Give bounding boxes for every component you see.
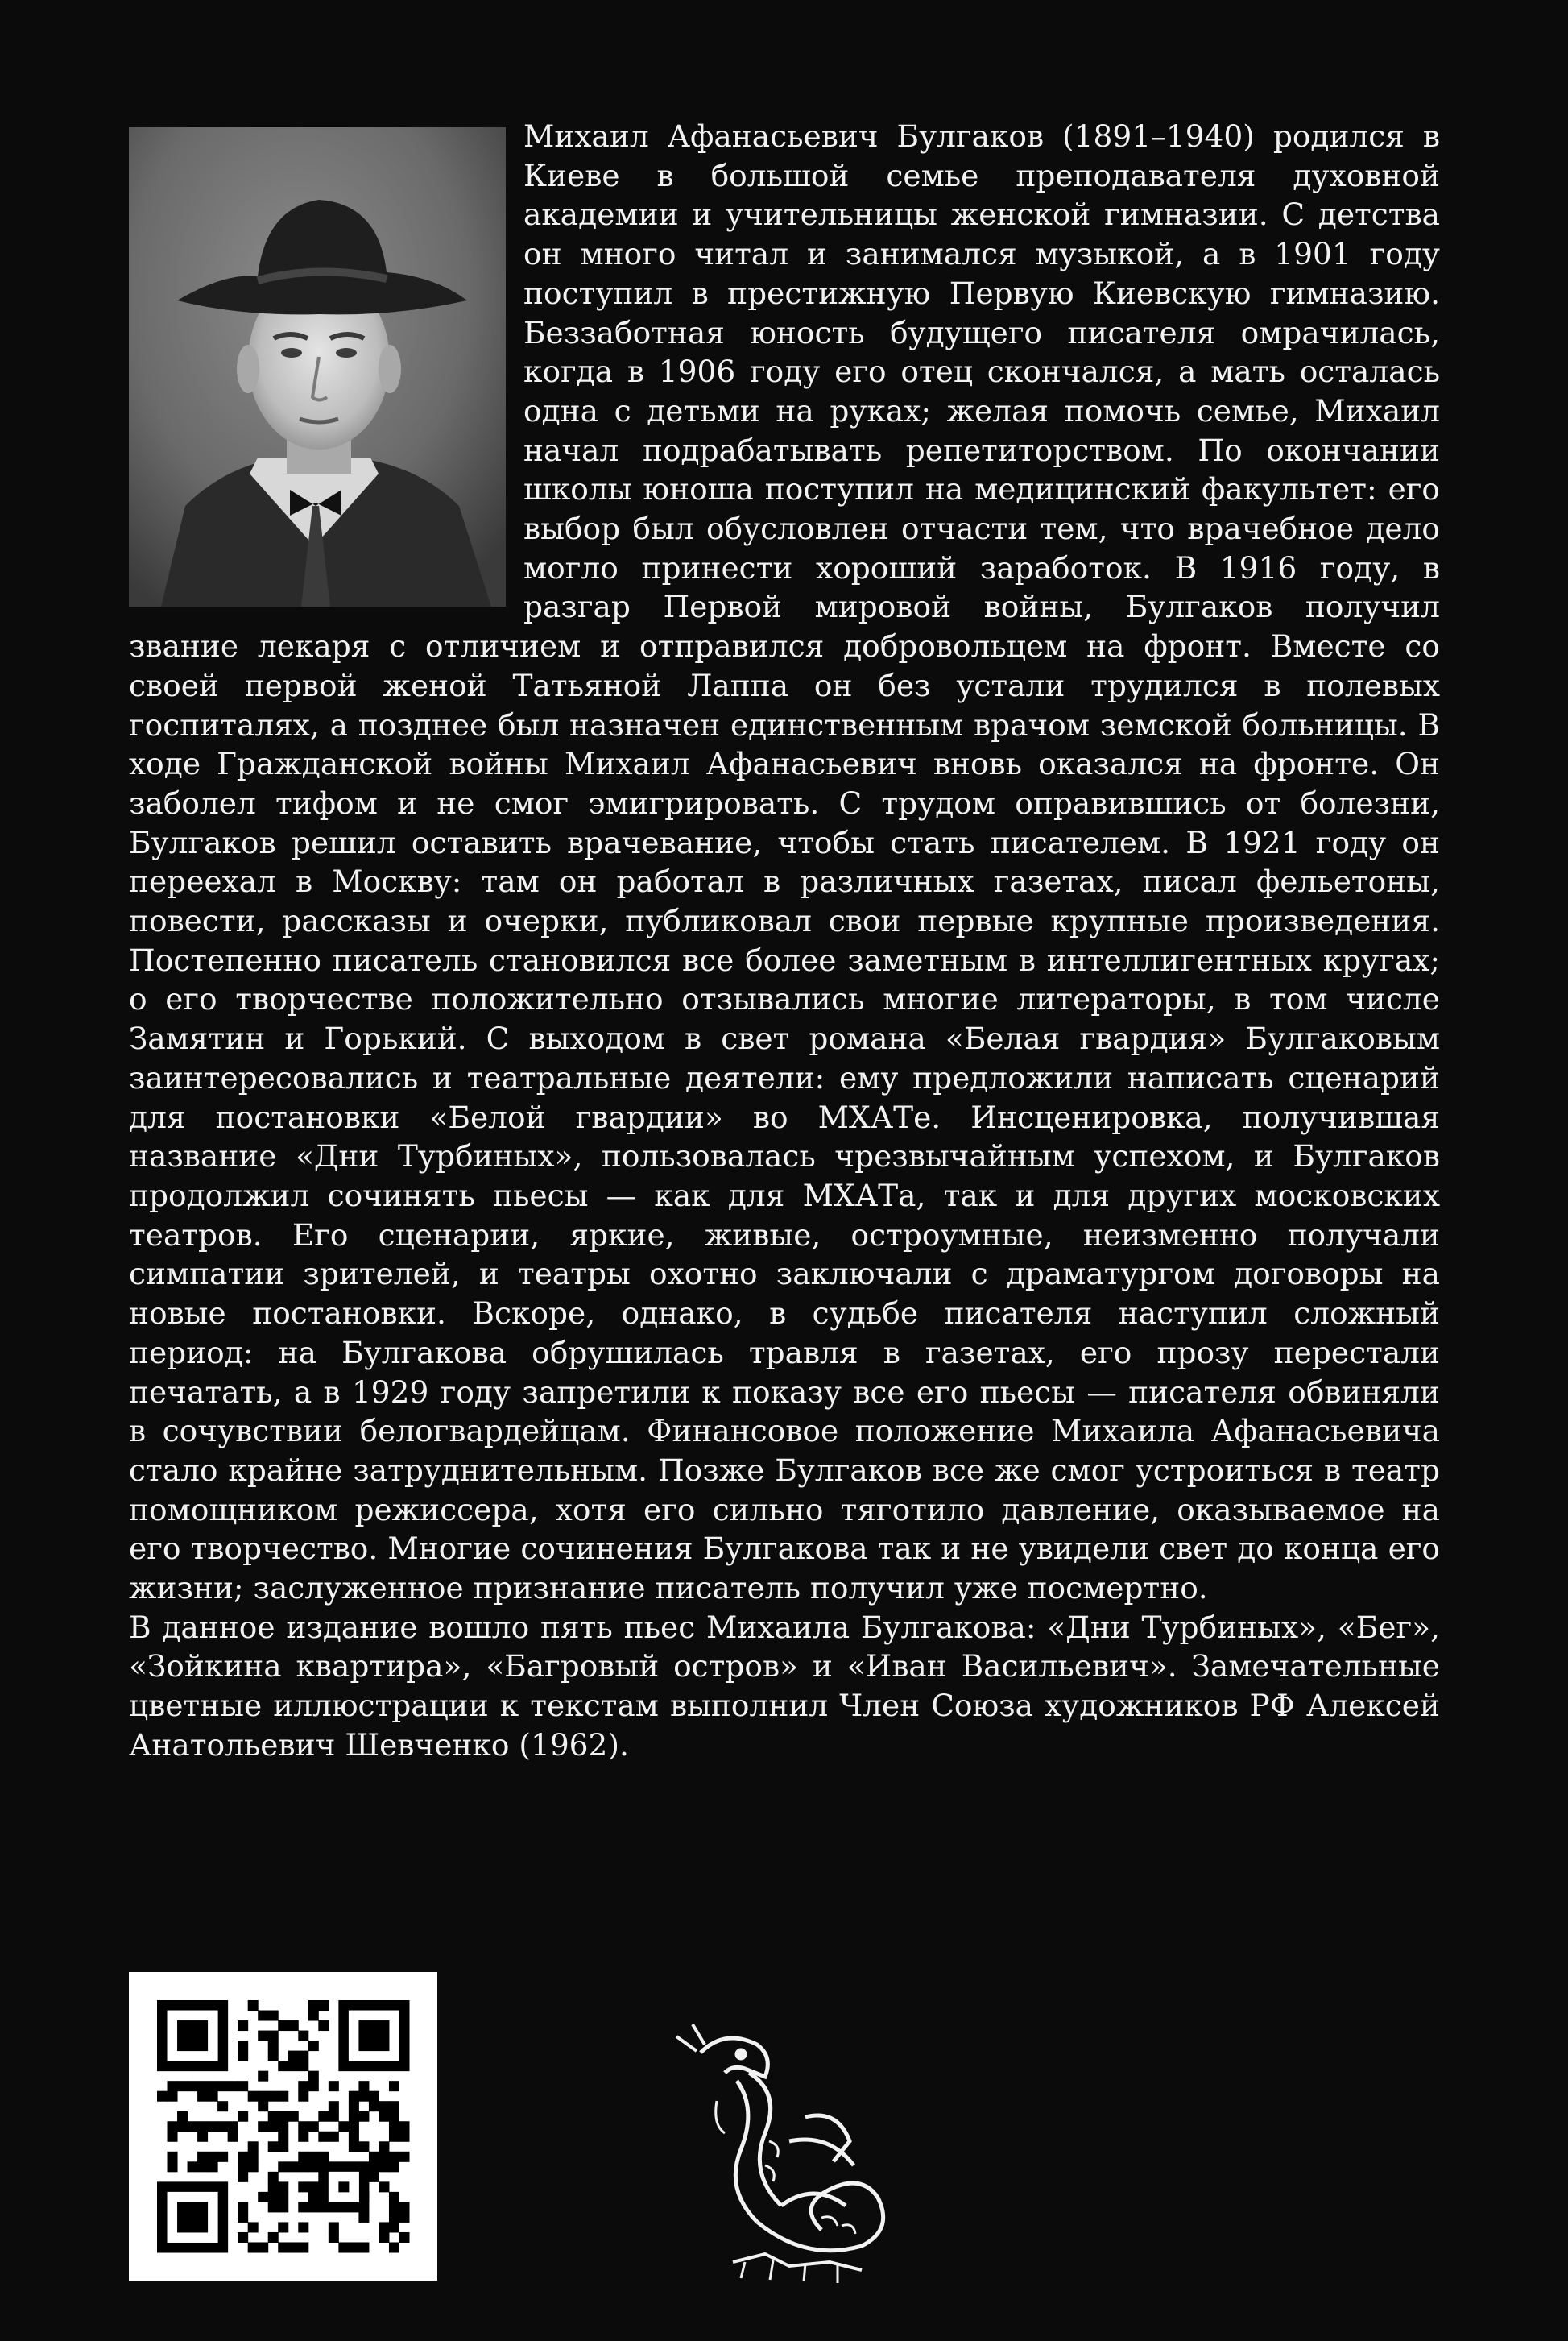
qr-code xyxy=(129,1972,437,2281)
edition-paragraph: В данное издание вошло пять пьес Михаила Булгакова: «Дни Турбиных», «Бег», «Зойкина квартира», «Багровый остров» и «Иван Васильевич». Замечательные цветные иллюстрации к текстам выполнил Член Союза художников РФ Алексей Анатольевич Шевченко (1962). xyxy=(129,1609,1440,1763)
publisher-logo xyxy=(668,2020,902,2291)
biography-text xyxy=(129,117,1440,1765)
bio-paragraph: Михаил Афанасьевич Булгаков (1891–1940) родился в Киеве в большой семье преподавателя духовной академии и учительницы женской гимназии. С детства он много читал и занимался музыкой, а в 1901 году поступил в престижную Первую Киевскую гимназию. Беззаботная юность будущего писателя омрачилась, когда в 1906 году его отец скончался, а мать осталась одна с детьми на руках; желая помочь семье, Михаил начал подрабатывать репетиторством. По окончании школы юноша поступил на медицинский факультет: его выбор был обусловлен отчасти тем, что врачебное дело могло принести хороший заработок. В 1916 году, в разгар Первой мировой войны, Булгаков получил звание лекаря с отличием и отправился добровольцем на фронт. Вместе со своей первой женой Татьяной Лаппа он без устали трудился в полевых госпиталях, а позднее был назначен единственным врачом земской больницы. В ходе Гражданской войны Михаил Афанасьевич вновь оказался на фронте. Он заболел тифом и не смог эмигрировать. С трудом оправившись от болезни, Булгаков решил оставить врачевание, чтобы стать писателем. В 1921 году он переехал в Москву: там он работал в различных газетах, писал фельетоны, повести, рассказы и очерки, публиковал свои первые крупные произведения. Постепенно писатель становился все более заметным в интеллигентных кругах; о его творчестве положительно отзывались многие литераторы, в том числе Замятин и Горький. С выходом в свет романа «Белая гвардия» Булгаковым заинтересовались и театральные деятели: ему предложили написать сценарий для постановки «Белой гвардии» во МХАТе. Инсценировка, получившая название «Дни Турбиных», пользовалась чрезвычайным успехом, и Булгаков продолжил сочинять пьесы — как для МХАТа, так и для других московских театров. Его сценарии, яркие, живые, остроумные, неизменно получали симпатии зрителей, и театры охотно заключали с драматургом договоры на новые постановки. Вскоре, однако, в судьбе писателя наступил сложный период: на Булгакова обрушилась травля в газетах, его прозу перестали печатать, а в 1929 году запретили к показу все его пьесы — писателя обвиняли в сочувствии белогвардейцам. Финансовое положение Михаила Афанасьевича стало крайне затруднительным. Позже Булгаков все же смог устроиться в театр помощником режиссера, хотя его сильно тяготило давление, оказываемое на его творчество. Многие сочинения Булгакова так и не увидели свет до конца его жизни; заслуженное признание писатель получил уже посмертно. xyxy=(129,118,1440,1606)
